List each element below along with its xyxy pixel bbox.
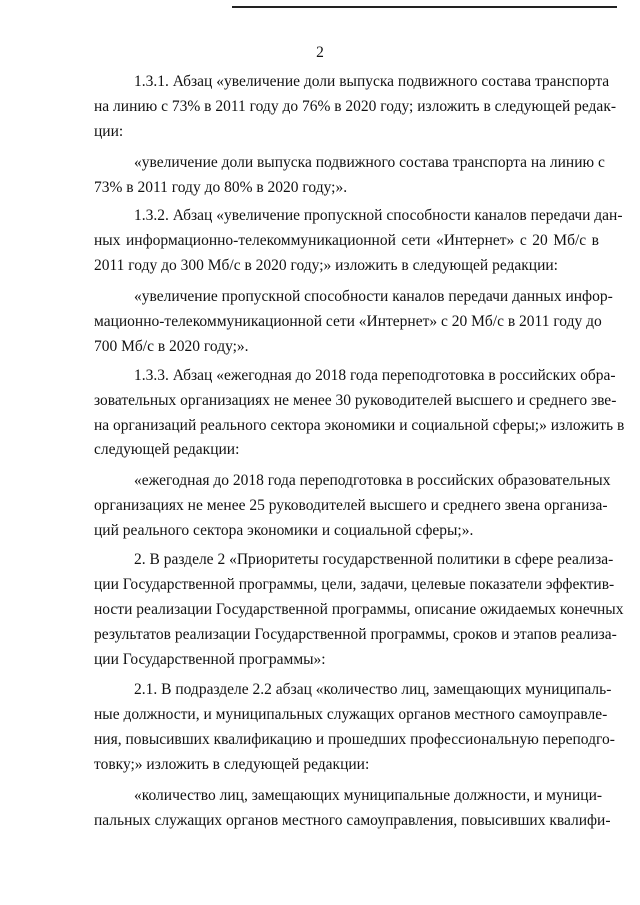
text-line: на организаций реального сектора экономики и социальной сферы;» изложить в (94, 416, 625, 434)
text-line: ния, повысивших квалификацию и прошедших профессиональную переподго- (94, 731, 615, 749)
top-rule (232, 6, 617, 8)
text-line: ции Государственной программы»: (94, 650, 326, 668)
text-line: «ежегодная до 2018 года переподготовка в российских образовательных (134, 472, 611, 490)
text-line: мационно-телекоммуникационной сети «Интернет» с 20 Мб/с в 2011 году до (94, 313, 602, 331)
text-line: 73% в 2011 году до 80% в 2020 году;». (94, 178, 348, 196)
text-line: 2.1. В подразделе 2.2 абзац «количество лиц, замещающих муниципаль- (134, 681, 612, 699)
text-line: на линию с 73% в 2011 году до 76% в 2020 году; изложить в следующей редак- (94, 97, 617, 115)
paragraph (94, 364, 625, 464)
text-line: пальных служащих органов местного самоуправления, повысивших квалифи- (94, 811, 611, 829)
text-line: 1.3.3. Абзац «ежегодная до 2018 года переподготовка в российских обра- (134, 366, 616, 384)
text-line: результатов реализации Государственной программы, сроков и этапов реализа- (94, 625, 617, 643)
paragraph (94, 548, 624, 672)
text-line: ности реализации Государственной программы, описание ожидаемых конечных (94, 600, 624, 618)
text-line: организациях не менее 25 руководителей высшего и среднего звена организа- (94, 497, 608, 515)
text-line: ные должности, и муниципальных служащих органов местного самоуправле- (94, 706, 608, 724)
text-line: «количество лиц, замещающих муниципальные должности, и муници- (134, 787, 603, 805)
paragraph (94, 469, 611, 544)
text-line: ции Государственной программы, цели, задачи, целевые показатели эффектив- (94, 575, 615, 593)
paragraph (94, 204, 623, 279)
text-line: 2011 году до 300 Мб/с в 2020 году;» изложить в следующей редакции: (94, 257, 558, 275)
paragraph (94, 151, 605, 201)
paragraph (94, 678, 615, 778)
paragraph (94, 285, 613, 360)
text-line: 1.3.1. Абзац «увеличение доли выпуска подвижного состава транспорта (134, 73, 610, 90)
text-line: ных информационно-телекоммуникационной сети «Интернет» с 20 Мб/с в (94, 232, 599, 250)
text-line: следующей редакции: (94, 441, 240, 459)
text-line: 2. В разделе 2 «Приоритеты государственной политики в сфере реализа- (134, 551, 614, 569)
page-number: 2 (316, 44, 324, 61)
text-line: 700 Мб/с в 2020 году;». (94, 337, 249, 355)
text-line: «увеличение доли выпуска подвижного состава транспорта на линию с (134, 153, 605, 171)
paragraph (94, 70, 617, 145)
text-line: «увеличение пропускной способности каналов передачи данных инфор- (134, 288, 613, 306)
text-line: ции: (94, 122, 124, 140)
paragraph (94, 784, 611, 834)
text-line: товку;» изложить в следующей редакции: (94, 756, 370, 774)
page-text (94, 70, 625, 834)
text-line: 1.3.2. Абзац «увеличение пропускной способности каналов передачи дан- (134, 207, 623, 225)
text-line: ций реального сектора экономики и социальной сферы;». (94, 522, 474, 540)
text-line: зовательных организациях не менее 30 руководителей высшего и среднего зве- (94, 391, 617, 409)
